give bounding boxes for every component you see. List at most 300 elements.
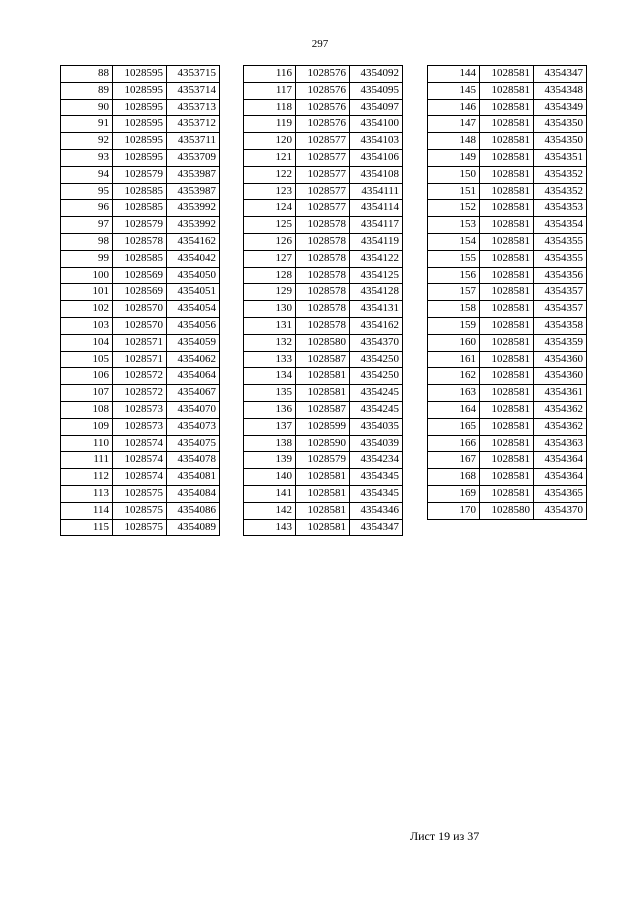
point-number-cell: 149 xyxy=(428,149,480,166)
x-coordinate-cell: 1028595 xyxy=(113,66,167,83)
y-coordinate-cell: 4354356 xyxy=(534,267,587,284)
point-number-cell: 109 xyxy=(61,418,113,435)
x-coordinate-cell: 1028581 xyxy=(480,166,534,183)
x-coordinate-cell: 1028570 xyxy=(113,317,167,334)
point-number-cell: 97 xyxy=(61,217,113,234)
point-number-cell: 102 xyxy=(61,301,113,318)
x-coordinate-cell: 1028581 xyxy=(480,401,534,418)
point-number-cell: 170 xyxy=(428,502,480,519)
table-row xyxy=(428,116,587,133)
y-coordinate-cell: 4354345 xyxy=(350,469,403,486)
y-coordinate-cell: 4354114 xyxy=(350,200,403,217)
y-coordinate-cell: 4354362 xyxy=(534,401,587,418)
point-number-cell: 118 xyxy=(244,99,296,116)
x-coordinate-cell: 1028581 xyxy=(480,116,534,133)
y-coordinate-cell: 4354250 xyxy=(350,368,403,385)
table-row xyxy=(428,334,587,351)
y-coordinate-cell: 4354042 xyxy=(167,250,220,267)
table-row xyxy=(61,82,220,99)
y-coordinate-cell: 4354359 xyxy=(534,334,587,351)
x-coordinate-cell: 1028581 xyxy=(480,385,534,402)
point-number-cell: 103 xyxy=(61,317,113,334)
y-coordinate-cell: 4354355 xyxy=(534,233,587,250)
point-number-cell: 92 xyxy=(61,133,113,150)
point-number-cell: 139 xyxy=(244,452,296,469)
x-coordinate-cell: 1028595 xyxy=(113,82,167,99)
x-coordinate-cell: 1028581 xyxy=(480,435,534,452)
x-coordinate-cell: 1028578 xyxy=(296,267,350,284)
table-row xyxy=(61,233,220,250)
point-number-cell: 159 xyxy=(428,317,480,334)
y-coordinate-cell: 4354351 xyxy=(534,149,587,166)
y-coordinate-cell: 4354081 xyxy=(167,469,220,486)
point-number-cell: 124 xyxy=(244,200,296,217)
point-number-cell: 129 xyxy=(244,284,296,301)
table-row xyxy=(244,217,403,234)
point-number-cell: 100 xyxy=(61,267,113,284)
x-coordinate-cell: 1028576 xyxy=(296,99,350,116)
point-number-cell: 154 xyxy=(428,233,480,250)
point-number-cell: 157 xyxy=(428,284,480,301)
y-coordinate-cell: 4353712 xyxy=(167,116,220,133)
point-number-cell: 155 xyxy=(428,250,480,267)
point-number-cell: 121 xyxy=(244,149,296,166)
x-coordinate-cell: 1028581 xyxy=(480,351,534,368)
point-number-cell: 156 xyxy=(428,267,480,284)
y-coordinate-cell: 4354357 xyxy=(534,301,587,318)
table-row xyxy=(428,435,587,452)
x-coordinate-cell: 1028581 xyxy=(480,183,534,200)
y-coordinate-cell: 4354352 xyxy=(534,166,587,183)
x-coordinate-cell: 1028576 xyxy=(296,116,350,133)
table-row xyxy=(244,149,403,166)
x-coordinate-cell: 1028576 xyxy=(296,82,350,99)
table-row xyxy=(244,351,403,368)
y-coordinate-cell: 4354250 xyxy=(350,351,403,368)
point-number-cell: 169 xyxy=(428,485,480,502)
x-coordinate-cell: 1028581 xyxy=(480,149,534,166)
y-coordinate-cell: 4354095 xyxy=(350,82,403,99)
x-coordinate-cell: 1028579 xyxy=(296,452,350,469)
x-coordinate-cell: 1028585 xyxy=(113,183,167,200)
table-row xyxy=(244,200,403,217)
point-number-cell: 163 xyxy=(428,385,480,402)
table-row xyxy=(244,116,403,133)
table-row xyxy=(428,233,587,250)
x-coordinate-cell: 1028595 xyxy=(113,99,167,116)
table-row xyxy=(244,519,403,536)
x-coordinate-cell: 1028599 xyxy=(296,418,350,435)
y-coordinate-cell: 4354070 xyxy=(167,401,220,418)
x-coordinate-cell: 1028581 xyxy=(480,99,534,116)
point-number-cell: 147 xyxy=(428,116,480,133)
x-coordinate-cell: 1028575 xyxy=(113,485,167,502)
table-row xyxy=(244,133,403,150)
y-coordinate-cell: 4354119 xyxy=(350,233,403,250)
x-coordinate-cell: 1028581 xyxy=(480,317,534,334)
x-coordinate-cell: 1028577 xyxy=(296,200,350,217)
table-row xyxy=(428,200,587,217)
y-coordinate-cell: 4354370 xyxy=(350,334,403,351)
table-row xyxy=(428,301,587,318)
y-coordinate-cell: 4354245 xyxy=(350,385,403,402)
table-row xyxy=(244,401,403,418)
x-coordinate-cell: 1028574 xyxy=(113,469,167,486)
table-row xyxy=(61,166,220,183)
y-coordinate-cell: 4354348 xyxy=(534,82,587,99)
y-coordinate-cell: 4354345 xyxy=(350,485,403,502)
y-coordinate-cell: 4354111 xyxy=(350,183,403,200)
y-coordinate-cell: 4353709 xyxy=(167,149,220,166)
x-coordinate-cell: 1028581 xyxy=(296,385,350,402)
x-coordinate-cell: 1028581 xyxy=(480,301,534,318)
table-row xyxy=(428,66,587,83)
point-number-cell: 168 xyxy=(428,469,480,486)
table-row xyxy=(428,267,587,284)
y-coordinate-cell: 4354097 xyxy=(350,99,403,116)
y-coordinate-cell: 4354234 xyxy=(350,452,403,469)
point-number-cell: 166 xyxy=(428,435,480,452)
table-row xyxy=(61,250,220,267)
table-row xyxy=(61,200,220,217)
table-row xyxy=(244,250,403,267)
y-coordinate-cell: 4354361 xyxy=(534,385,587,402)
y-coordinate-cell: 4354067 xyxy=(167,385,220,402)
x-coordinate-cell: 1028578 xyxy=(296,233,350,250)
x-coordinate-cell: 1028573 xyxy=(113,418,167,435)
point-number-cell: 141 xyxy=(244,485,296,502)
table-row xyxy=(61,334,220,351)
x-coordinate-cell: 1028590 xyxy=(296,435,350,452)
point-number-cell: 143 xyxy=(244,519,296,536)
x-coordinate-cell: 1028581 xyxy=(480,233,534,250)
table-row xyxy=(244,82,403,99)
x-coordinate-cell: 1028574 xyxy=(113,452,167,469)
y-coordinate-cell: 4353992 xyxy=(167,217,220,234)
table-row xyxy=(244,385,403,402)
y-coordinate-cell: 4354100 xyxy=(350,116,403,133)
x-coordinate-cell: 1028581 xyxy=(296,368,350,385)
y-coordinate-cell: 4354354 xyxy=(534,217,587,234)
x-coordinate-cell: 1028581 xyxy=(480,66,534,83)
y-coordinate-cell: 4354084 xyxy=(167,485,220,502)
x-coordinate-cell: 1028579 xyxy=(113,166,167,183)
point-number-cell: 117 xyxy=(244,82,296,99)
y-coordinate-cell: 4354064 xyxy=(167,368,220,385)
y-coordinate-cell: 4353713 xyxy=(167,99,220,116)
table-row xyxy=(428,368,587,385)
table-row xyxy=(244,418,403,435)
point-number-cell: 136 xyxy=(244,401,296,418)
point-number-cell: 134 xyxy=(244,368,296,385)
coordinates-table-1 xyxy=(60,65,220,536)
point-number-cell: 131 xyxy=(244,317,296,334)
point-number-cell: 127 xyxy=(244,250,296,267)
y-coordinate-cell: 4354364 xyxy=(534,469,587,486)
y-coordinate-cell: 4354353 xyxy=(534,200,587,217)
y-coordinate-cell: 4354125 xyxy=(350,267,403,284)
point-number-cell: 101 xyxy=(61,284,113,301)
point-number-cell: 94 xyxy=(61,166,113,183)
point-number-cell: 104 xyxy=(61,334,113,351)
table-row xyxy=(428,385,587,402)
x-coordinate-cell: 1028569 xyxy=(113,267,167,284)
x-coordinate-cell: 1028575 xyxy=(113,502,167,519)
point-number-cell: 128 xyxy=(244,267,296,284)
y-coordinate-cell: 4354078 xyxy=(167,452,220,469)
y-coordinate-cell: 4354086 xyxy=(167,502,220,519)
table-row xyxy=(61,284,220,301)
x-coordinate-cell: 1028581 xyxy=(480,82,534,99)
point-number-cell: 88 xyxy=(61,66,113,83)
point-number-cell: 145 xyxy=(428,82,480,99)
y-coordinate-cell: 4354103 xyxy=(350,133,403,150)
x-coordinate-cell: 1028570 xyxy=(113,301,167,318)
point-number-cell: 119 xyxy=(244,116,296,133)
table-row xyxy=(61,301,220,318)
table-row xyxy=(244,502,403,519)
y-coordinate-cell: 4354062 xyxy=(167,351,220,368)
y-coordinate-cell: 4353715 xyxy=(167,66,220,83)
point-number-cell: 96 xyxy=(61,200,113,217)
point-number-cell: 144 xyxy=(428,66,480,83)
table-row xyxy=(244,469,403,486)
point-number-cell: 120 xyxy=(244,133,296,150)
y-coordinate-cell: 4354357 xyxy=(534,284,587,301)
x-coordinate-cell: 1028581 xyxy=(480,217,534,234)
point-number-cell: 113 xyxy=(61,485,113,502)
x-coordinate-cell: 1028585 xyxy=(113,200,167,217)
y-coordinate-cell: 4354360 xyxy=(534,351,587,368)
y-coordinate-cell: 4354056 xyxy=(167,317,220,334)
y-coordinate-cell: 4354355 xyxy=(534,250,587,267)
table-row xyxy=(428,452,587,469)
x-coordinate-cell: 1028581 xyxy=(480,133,534,150)
y-coordinate-cell: 4353714 xyxy=(167,82,220,99)
page-number: 297 xyxy=(311,38,329,50)
point-number-cell: 90 xyxy=(61,99,113,116)
y-coordinate-cell: 4354365 xyxy=(534,485,587,502)
table-row xyxy=(244,99,403,116)
table-row xyxy=(61,66,220,83)
x-coordinate-cell: 1028581 xyxy=(480,250,534,267)
x-coordinate-cell: 1028571 xyxy=(113,334,167,351)
point-number-cell: 105 xyxy=(61,351,113,368)
y-coordinate-cell: 4353987 xyxy=(167,166,220,183)
point-number-cell: 146 xyxy=(428,99,480,116)
coordinates-table-3 xyxy=(427,65,587,520)
table-row xyxy=(61,452,220,469)
y-coordinate-cell: 4354108 xyxy=(350,166,403,183)
table-row xyxy=(61,385,220,402)
point-number-cell: 150 xyxy=(428,166,480,183)
table-row xyxy=(61,267,220,284)
x-coordinate-cell: 1028578 xyxy=(296,301,350,318)
point-number-cell: 148 xyxy=(428,133,480,150)
point-number-cell: 116 xyxy=(244,66,296,83)
x-coordinate-cell: 1028581 xyxy=(296,469,350,486)
x-coordinate-cell: 1028577 xyxy=(296,183,350,200)
point-number-cell: 95 xyxy=(61,183,113,200)
table-row xyxy=(428,183,587,200)
x-coordinate-cell: 1028574 xyxy=(113,435,167,452)
point-number-cell: 122 xyxy=(244,166,296,183)
table-row xyxy=(428,284,587,301)
point-number-cell: 106 xyxy=(61,368,113,385)
table-row xyxy=(61,418,220,435)
y-coordinate-cell: 4354128 xyxy=(350,284,403,301)
point-number-cell: 162 xyxy=(428,368,480,385)
x-coordinate-cell: 1028578 xyxy=(296,284,350,301)
table-row xyxy=(428,469,587,486)
point-number-cell: 93 xyxy=(61,149,113,166)
table-row xyxy=(61,99,220,116)
y-coordinate-cell: 4354349 xyxy=(534,99,587,116)
y-coordinate-cell: 4354362 xyxy=(534,418,587,435)
point-number-cell: 125 xyxy=(244,217,296,234)
y-coordinate-cell: 4354089 xyxy=(167,519,220,536)
y-coordinate-cell: 4354075 xyxy=(167,435,220,452)
sheet-counter: Лист 19 из 37 xyxy=(410,829,480,843)
table-row xyxy=(61,317,220,334)
point-number-cell: 137 xyxy=(244,418,296,435)
table-row xyxy=(428,485,587,502)
table-row xyxy=(428,217,587,234)
table-row xyxy=(61,351,220,368)
x-coordinate-cell: 1028581 xyxy=(480,200,534,217)
point-number-cell: 107 xyxy=(61,385,113,402)
point-number-cell: 114 xyxy=(61,502,113,519)
x-coordinate-cell: 1028577 xyxy=(296,166,350,183)
point-number-cell: 98 xyxy=(61,233,113,250)
y-coordinate-cell: 4354364 xyxy=(534,452,587,469)
table-row xyxy=(244,284,403,301)
y-coordinate-cell: 4354347 xyxy=(350,519,403,536)
x-coordinate-cell: 1028578 xyxy=(296,250,350,267)
table-row xyxy=(428,250,587,267)
table-row xyxy=(61,116,220,133)
x-coordinate-cell: 1028577 xyxy=(296,149,350,166)
table-row xyxy=(244,66,403,83)
table-row xyxy=(61,469,220,486)
y-coordinate-cell: 4354131 xyxy=(350,301,403,318)
y-coordinate-cell: 4354092 xyxy=(350,66,403,83)
point-number-cell: 138 xyxy=(244,435,296,452)
point-number-cell: 123 xyxy=(244,183,296,200)
table-row xyxy=(244,166,403,183)
table-row xyxy=(244,301,403,318)
y-coordinate-cell: 4354162 xyxy=(167,233,220,250)
table-row xyxy=(61,133,220,150)
table-row xyxy=(428,502,587,519)
x-coordinate-cell: 1028581 xyxy=(480,284,534,301)
y-coordinate-cell: 4354106 xyxy=(350,149,403,166)
x-coordinate-cell: 1028587 xyxy=(296,351,350,368)
x-coordinate-cell: 1028572 xyxy=(113,368,167,385)
table-row xyxy=(428,133,587,150)
point-number-cell: 153 xyxy=(428,217,480,234)
y-coordinate-cell: 4354050 xyxy=(167,267,220,284)
x-coordinate-cell: 1028576 xyxy=(296,66,350,83)
x-coordinate-cell: 1028569 xyxy=(113,284,167,301)
table-row xyxy=(61,217,220,234)
y-coordinate-cell: 4354059 xyxy=(167,334,220,351)
y-coordinate-cell: 4354073 xyxy=(167,418,220,435)
table-row xyxy=(428,418,587,435)
point-number-cell: 110 xyxy=(61,435,113,452)
point-number-cell: 140 xyxy=(244,469,296,486)
y-coordinate-cell: 4354363 xyxy=(534,435,587,452)
point-number-cell: 91 xyxy=(61,116,113,133)
point-number-cell: 152 xyxy=(428,200,480,217)
point-number-cell: 112 xyxy=(61,469,113,486)
point-number-cell: 165 xyxy=(428,418,480,435)
y-coordinate-cell: 4354370 xyxy=(534,502,587,519)
table-row xyxy=(244,368,403,385)
x-coordinate-cell: 1028581 xyxy=(296,519,350,536)
point-number-cell: 89 xyxy=(61,82,113,99)
x-coordinate-cell: 1028581 xyxy=(480,469,534,486)
table-row xyxy=(244,435,403,452)
table-row xyxy=(244,183,403,200)
point-number-cell: 133 xyxy=(244,351,296,368)
y-coordinate-cell: 4354039 xyxy=(350,435,403,452)
x-coordinate-cell: 1028579 xyxy=(113,217,167,234)
point-number-cell: 161 xyxy=(428,351,480,368)
x-coordinate-cell: 1028581 xyxy=(480,267,534,284)
table-row xyxy=(61,519,220,536)
x-coordinate-cell: 1028595 xyxy=(113,133,167,150)
x-coordinate-cell: 1028580 xyxy=(480,502,534,519)
point-number-cell: 132 xyxy=(244,334,296,351)
table-row xyxy=(61,368,220,385)
x-coordinate-cell: 1028585 xyxy=(113,250,167,267)
y-coordinate-cell: 4354051 xyxy=(167,284,220,301)
point-number-cell: 108 xyxy=(61,401,113,418)
y-coordinate-cell: 4354122 xyxy=(350,250,403,267)
x-coordinate-cell: 1028595 xyxy=(113,116,167,133)
x-coordinate-cell: 1028581 xyxy=(480,334,534,351)
table-row xyxy=(61,485,220,502)
point-number-cell: 167 xyxy=(428,452,480,469)
table-row xyxy=(61,502,220,519)
y-coordinate-cell: 4353992 xyxy=(167,200,220,217)
y-coordinate-cell: 4354054 xyxy=(167,301,220,318)
table-row xyxy=(428,317,587,334)
x-coordinate-cell: 1028571 xyxy=(113,351,167,368)
point-number-cell: 160 xyxy=(428,334,480,351)
y-coordinate-cell: 4354360 xyxy=(534,368,587,385)
table-row xyxy=(244,317,403,334)
x-coordinate-cell: 1028578 xyxy=(113,233,167,250)
point-number-cell: 164 xyxy=(428,401,480,418)
table-row xyxy=(244,334,403,351)
point-number-cell: 142 xyxy=(244,502,296,519)
table-row xyxy=(61,149,220,166)
point-number-cell: 130 xyxy=(244,301,296,318)
x-coordinate-cell: 1028578 xyxy=(296,317,350,334)
point-number-cell: 115 xyxy=(61,519,113,536)
table-row xyxy=(428,99,587,116)
point-number-cell: 135 xyxy=(244,385,296,402)
y-coordinate-cell: 4354352 xyxy=(534,183,587,200)
y-coordinate-cell: 4354245 xyxy=(350,401,403,418)
x-coordinate-cell: 1028581 xyxy=(296,485,350,502)
y-coordinate-cell: 4354347 xyxy=(534,66,587,83)
x-coordinate-cell: 1028575 xyxy=(113,519,167,536)
x-coordinate-cell: 1028581 xyxy=(296,502,350,519)
y-coordinate-cell: 4354162 xyxy=(350,317,403,334)
